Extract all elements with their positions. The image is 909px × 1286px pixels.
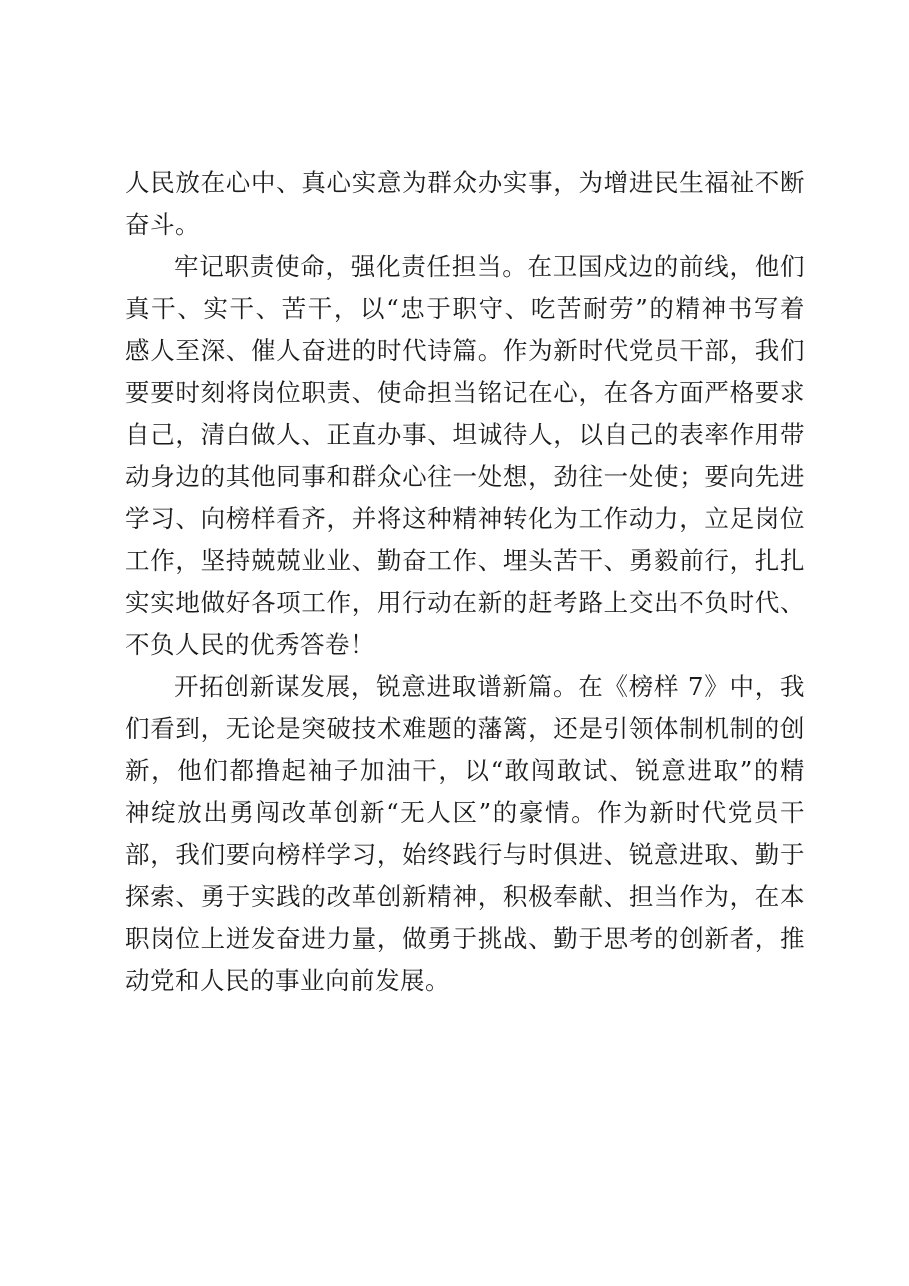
- text-line: 动身边的其他同事和群众心往一处想，劲往一处使；要向先进: [125, 462, 805, 491]
- paragraph-1: [125, 162, 805, 246]
- text-line: 感人至深、催人奋进的时代诗篇。作为新时代党员干部，我们: [125, 336, 805, 365]
- text-line: 不负人民的优秀答卷！: [125, 630, 375, 659]
- text-line: 工作，坚持兢兢业业、勤奋工作、埋头苦干、勇毅前行，扎扎: [125, 546, 805, 575]
- text-line: 实实地做好各项工作，用行动在新的赶考路上交出不负时代、: [125, 588, 805, 617]
- text-line: 学习、向榜样看齐，并将这种精神转化为工作动力，立足岗位: [125, 504, 805, 533]
- text-line: 人民放在心中、真心实意为群众办实事，为增进民生福祉不断: [125, 168, 805, 197]
- paragraph-3: [125, 666, 805, 1002]
- text-line: 开拓创新谋发展，锐意进取谱新篇。在《榜样 7》中，我: [174, 672, 805, 701]
- text-line: 神绽放出勇闯改革创新“无人区”的豪情。作为新时代党员干: [125, 798, 805, 827]
- text-line: 要要时刻将岗位职责、使命担当铭记在心，在各方面严格要求: [125, 378, 805, 407]
- text-line: 自己，清白做人、正直办事、坦诚待人，以自己的表率作用带: [125, 420, 805, 449]
- document-body: [125, 162, 805, 1002]
- paragraph-2: [125, 246, 805, 666]
- text-line: 真干、实干、苦干，以“忠于职守、吃苦耐劳”的精神书写着: [125, 294, 805, 323]
- text-line: 职岗位上迸发奋进力量，做勇于挑战、勤于思考的创新者，推: [125, 924, 805, 953]
- text-line: 动党和人民的事业向前发展。: [125, 966, 450, 995]
- text-line: 奋斗。: [125, 210, 200, 239]
- text-line: 们看到，无论是突破技术难题的藩篱，还是引领体制机制的创: [125, 714, 805, 743]
- text-line: 新，他们都撸起袖子加油干，以“敢闯敢试、锐意进取”的精: [125, 756, 805, 785]
- text-line: 部，我们要向榜样学习，始终践行与时俱进、锐意进取、勤于: [125, 840, 805, 869]
- text-line: 探索、勇于实践的改革创新精神，积极奉献、担当作为，在本: [125, 882, 805, 911]
- text-line: 牢记职责使命，强化责任担当。在卫国戍边的前线，他们: [174, 252, 805, 281]
